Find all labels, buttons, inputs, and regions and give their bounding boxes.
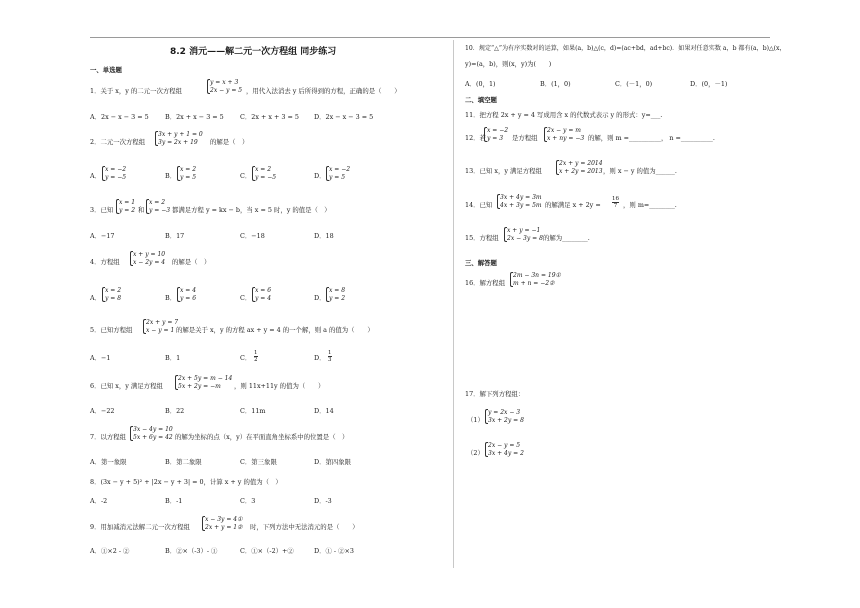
q17-stem: 17．解下列方程组： (465, 390, 525, 398)
q14-system: 3x + 4y = 3m 4x + 3y = 5m (497, 194, 542, 209)
q16-system: 2m − 3n = 19① m + n = −2② (510, 272, 561, 287)
q8-option-b[interactable]: B．-1 (165, 497, 183, 505)
column-divider (453, 40, 454, 568)
q17-system-2: 2x − y = 5 3x + 4y = 2 (485, 442, 524, 457)
q17-system-1: y = 2x − 3 3x + 2y = 8 (485, 409, 524, 424)
q1-option-c[interactable]: C．2x + x + 3 = 5 (240, 113, 299, 121)
q7-option-a[interactable]: A．第一象限 (90, 458, 127, 466)
q2-system: 3x + y + 1 = 0 3y = 2x + 19 (155, 131, 203, 146)
q6-stem: 6．已知 x，y 满足方程组 (90, 382, 163, 390)
q10-option-c[interactable]: C．(－1，0) (615, 80, 653, 88)
q5-fraction-c: $\frac{1}{2}$ (254, 350, 258, 363)
q3-system-b: x = 2 y = −3 (146, 199, 170, 214)
q9-option-b[interactable]: B．②×（-3）- ① (165, 547, 218, 555)
q10-option-d[interactable]: D．(0，－1) (690, 80, 728, 88)
q12-system-b: 2x − y = m x + ny = −3 (544, 127, 584, 142)
q12-system-a: x = −2 y = 3 (484, 127, 508, 142)
q13-stem: 13．已知 x，y 满足方程组 (465, 167, 542, 175)
q5-stem-end: 的解是关于 x，y 的方程 ax + y = 4 的一个解，则 a 的值为（ ） (176, 326, 374, 334)
q10-stem-line2: y)=(a，b)，则(x，y)为( ) (465, 60, 552, 68)
q12-stem: 12．若 (465, 134, 486, 142)
q15-system: x + y = −1 2x − 3y = 8 (504, 227, 543, 242)
q5-stem: 5．已知方程组 (90, 326, 133, 334)
q5-option-b[interactable]: B．1 (165, 354, 181, 362)
q3-option-c[interactable]: C．−18 (240, 232, 265, 240)
q8-option-a[interactable]: A．-2 (90, 497, 108, 505)
q1-stem: 1．关于 x，y 的二元一次方程组 (90, 87, 183, 95)
q14-stem: 14．已知 (465, 201, 493, 209)
q10-option-a[interactable]: A．(0，1) (465, 80, 496, 88)
q14-fraction: $\frac{16}{7}$ (612, 196, 619, 209)
q1-system: y = x + 3 2x − y = 5 (207, 79, 242, 94)
q14-stem-end: ，则 m=________. (623, 201, 677, 209)
q5-option-a[interactable]: A．−1 (90, 354, 111, 362)
q10-stem-line1: 10．规定“△”为有序实数对的运算，如果(a，b)△(c，d)=(ac+bd，ad+bc)．如果对任意实数 a，b 都有(a，b)△(x， (465, 45, 786, 52)
q4-stem-end: 的解是（ ） (172, 258, 211, 266)
q9-system: x − 3y = 4① 2x + y = 1② (202, 516, 242, 531)
q5-system: 2x + y = 7 x − y = 1 (143, 319, 178, 334)
q1-option-d[interactable]: D．2x − x − 3 = 5 (314, 113, 374, 121)
q1-option-b[interactable]: B．2x + x − 3 = 5 (165, 113, 224, 121)
q10-option-b[interactable]: B．(1，0) (540, 80, 571, 88)
q3-option-a[interactable]: A．−17 (90, 232, 115, 240)
q7-stem: 7．以方程组 (90, 433, 127, 441)
q7-option-b[interactable]: B．第二象限 (165, 458, 202, 466)
q8-option-d[interactable]: D．-3 (314, 497, 332, 505)
q3-stem: 3．已知 (90, 206, 114, 214)
q9-option-a[interactable]: A．①×2 - ② (90, 547, 130, 555)
q1-option-a[interactable]: A．2x − x − 3 = 5 (90, 113, 149, 121)
q12-stem-end: 的解，则 m =__________， n =__________. (588, 134, 715, 142)
page-title: 8.2 消元——解二元一次方程组 同步练习 (170, 47, 337, 57)
q6-option-d[interactable]: D．14 (314, 407, 334, 415)
q13-stem-end: ，则 x − y 的值为______. (603, 167, 677, 175)
q7-option-c[interactable]: C．第三象限 (240, 458, 277, 466)
q16-stem: 16．解方程组 (465, 279, 506, 287)
q15-stem: 15．方程组 (465, 234, 499, 242)
q5-fraction-d: $\frac{1}{3}$ (328, 350, 332, 363)
q7-stem-end: 的解为坐标的点（x，y）在平面直角坐标系中的位置是（ ） (175, 433, 349, 441)
section-single-choice: 一、单选题 (90, 66, 122, 74)
q6-option-c[interactable]: C．11m (240, 407, 266, 415)
q6-option-a[interactable]: A．−22 (90, 407, 115, 415)
q3-option-b[interactable]: B．17 (165, 232, 185, 240)
section-fill-in: 二、填空题 (465, 96, 497, 104)
q4-system: x + y = 10 x − 2y = 4 (130, 251, 165, 266)
q8-option-c[interactable]: C．3 (240, 497, 256, 505)
q3-stem-end: 都满足方程 y = kx − b，当 x = 5 时，y 的值是（ ） (172, 206, 331, 214)
q9-option-d[interactable]: D．① - ②×3 (314, 547, 354, 555)
q2-stem-end: 的解是（ ） (210, 138, 249, 146)
q15-stem-end: 的解为________. (543, 234, 590, 242)
q11-stem: 11．把方程 2x + y = 4 写成用含 x 的代数式表示 y 的形式：y=___. (465, 111, 663, 119)
header-rule (90, 37, 770, 38)
q2-stem: 2．二元一次方程组 (90, 138, 146, 146)
q4-stem: 4．方程组 (90, 258, 120, 266)
q6-stem-end: ，则 11x+11y 的值为（ ） (234, 382, 325, 390)
q9-option-c[interactable]: C．①×（-2）+② (240, 547, 294, 555)
q3-system-a: x = 1 y = 2 (116, 199, 135, 214)
q6-system: 2x + 5y = m − 14 5x + 2y = −m (175, 375, 232, 390)
q6-option-b[interactable]: B．22 (165, 407, 185, 415)
q8-stem: 8．(3x − y + 5)² + |2x − y + 3| = 0，计算 x + y 的值为（ ） (90, 478, 282, 486)
q3-option-d[interactable]: D．18 (314, 232, 334, 240)
q1-stem-end: ，用代入法消去 y 后所得到的方程，正确的是（ ） (246, 87, 401, 95)
q9-stem-end: 时，下列方法中无法消元的是（ ） (250, 523, 359, 531)
q13-system: 2x + y = 2014 x + 2y = 2013 (556, 160, 603, 175)
q7-option-d[interactable]: D．第四象限 (314, 458, 352, 466)
section-answer: 三、解答题 (465, 259, 497, 267)
q7-system: 3x − 4y = 10 5x + 6y = 42 (130, 426, 173, 441)
q9-stem: 9．用加减消元法解二元一次方程组 (90, 523, 190, 531)
